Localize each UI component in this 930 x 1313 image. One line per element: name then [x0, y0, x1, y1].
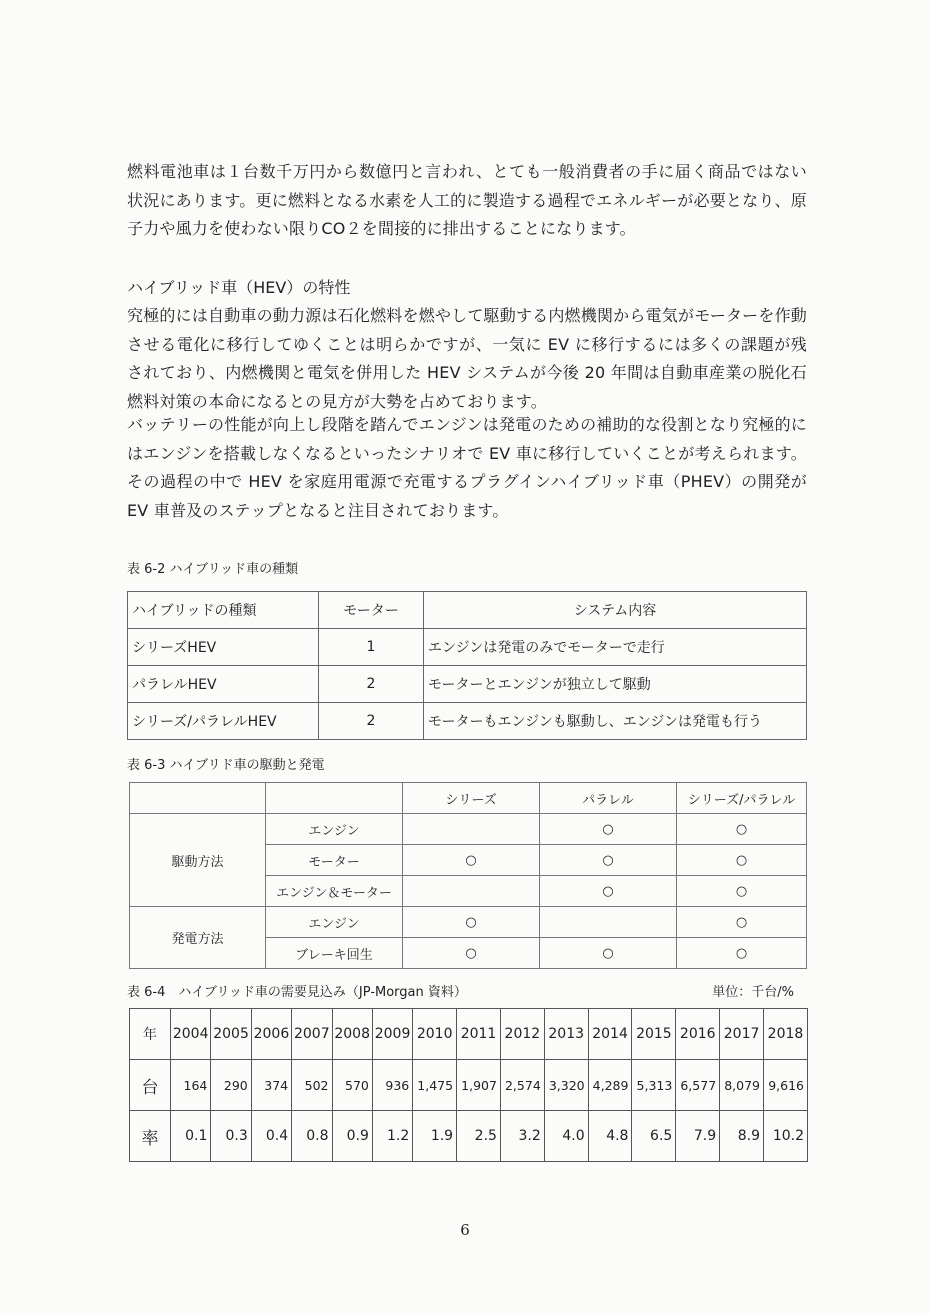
mark-cell: ○	[403, 938, 540, 969]
units-cell: 1,475	[413, 1060, 457, 1111]
year-cell: 2016	[676, 1009, 720, 1060]
year-cell: 2013	[544, 1009, 588, 1060]
row-label-year: 年	[130, 1009, 171, 1060]
table-drive-generation	[129, 782, 807, 969]
year-cell: 2005	[211, 1009, 251, 1060]
units-cell: 570	[332, 1060, 372, 1111]
mark-cell: ○	[677, 845, 807, 876]
paragraph-phev: バッテリーの性能が向上し段階を踏んでエンジンは発電のための補助的な役割となり究極的にはエンジンを搭載しなくなるといったシナリオで EV 車に移行していくことが考えられます。その過程の中で HEV を家庭用電源で充電するプラグインハイブリッド車（PHEV）の開発が EV 車普及のステップとなると注目されております。	[127, 415, 807, 520]
table-row	[130, 907, 807, 938]
row-label: エンジン＆モーター	[266, 876, 403, 907]
mark-cell: ○	[403, 845, 540, 876]
header-parallel: パラレル	[540, 783, 677, 814]
units-cell: 374	[251, 1060, 291, 1111]
cell-system: モーターとエンジンが独立して駆動	[424, 666, 807, 703]
mark-cell	[403, 814, 540, 845]
table-row	[130, 814, 807, 845]
year-cell: 2018	[764, 1009, 808, 1060]
rate-cell: 4.0	[544, 1111, 588, 1162]
corner-cell	[266, 783, 403, 814]
units-cell: 3,320	[544, 1060, 588, 1111]
cell-type: シリーズHEV	[128, 629, 319, 666]
mark-cell: ○	[677, 876, 807, 907]
header-series-parallel: シリーズ/パラレル	[677, 783, 807, 814]
year-cell: 2015	[632, 1009, 676, 1060]
table-row-years	[130, 1009, 808, 1060]
year-cell: 2012	[500, 1009, 544, 1060]
rate-cell: 0.4	[251, 1111, 291, 1162]
units-cell: 9,616	[764, 1060, 808, 1111]
row-label: エンジン	[266, 907, 403, 938]
unit-label: 単位：千台/%	[712, 985, 794, 1000]
group-drive-method: 駆動方法	[130, 814, 266, 907]
cell-system: エンジンは発電のみでモーターで走行	[424, 629, 807, 666]
year-cell: 2014	[588, 1009, 632, 1060]
table-row	[128, 703, 807, 740]
year-cell: 2017	[720, 1009, 764, 1060]
row-label: ブレーキ回生	[266, 938, 403, 969]
cell-type: シリーズ/パラレルHEV	[128, 703, 319, 740]
rate-cell: 1.2	[372, 1111, 412, 1162]
row-label-units: 台	[130, 1060, 171, 1111]
rate-cell: 7.9	[676, 1111, 720, 1162]
year-cell: 2004	[171, 1009, 211, 1060]
page-number: 6	[460, 1221, 470, 1239]
table-hybrid-demand	[129, 1008, 808, 1162]
rate-cell: 3.2	[500, 1111, 544, 1162]
mark-cell: ○	[677, 907, 807, 938]
mark-cell: ○	[540, 938, 677, 969]
group-generation-method: 発電方法	[130, 907, 266, 969]
mark-cell: ○	[540, 845, 677, 876]
table-hybrid-types	[127, 591, 807, 740]
cell-motor: 2	[319, 703, 424, 740]
rate-cell: 10.2	[764, 1111, 808, 1162]
units-cell: 1,907	[457, 1060, 501, 1111]
row-label: モーター	[266, 845, 403, 876]
header-system: システム内容	[424, 592, 807, 629]
mark-cell: ○	[677, 938, 807, 969]
row-label-rate: 率	[130, 1111, 171, 1162]
rate-cell: 0.3	[211, 1111, 251, 1162]
year-cell: 2007	[292, 1009, 332, 1060]
cell-type: パラレルHEV	[128, 666, 319, 703]
units-cell: 8,079	[720, 1060, 764, 1111]
mark-cell	[403, 876, 540, 907]
rate-cell: 8.9	[720, 1111, 764, 1162]
mark-cell: ○	[677, 814, 807, 845]
rate-cell: 0.1	[171, 1111, 211, 1162]
paragraph-hev-outlook: 究極的には自動車の動力源は石化燃料を燃やして駆動する内燃機関から電気がモーターを作動させる電化に移行してゆくことは明らかですが、一気に EV に移行するには多くの課題が残されており、内燃機関と電気を併用した HEV システムが今後 20 年間は自動車産業の脱化石燃料対策の本命になるとの見方が大勢を占めております。	[127, 306, 807, 411]
year-cell: 2009	[372, 1009, 412, 1060]
mark-cell	[540, 907, 677, 938]
header-series: シリーズ	[403, 783, 540, 814]
rate-cell: 4.8	[588, 1111, 632, 1162]
table-row-rates	[130, 1111, 808, 1162]
row-label: エンジン	[266, 814, 403, 845]
header-motor: モーター	[319, 592, 424, 629]
units-cell: 290	[211, 1060, 251, 1111]
rate-cell: 0.8	[292, 1111, 332, 1162]
rate-cell: 0.9	[332, 1111, 372, 1162]
table-row	[128, 666, 807, 703]
paragraph-fuel-cell: 燃料電池車は１台数千万円から数億円と言われ、とても一般消費者の手に届く商品ではない状況にあります。更に燃料となる水素を人工的に製造する過程でエネルギーが必要となり、原子力や風力を使わない限りCO２を間接的に排出することになります。	[127, 162, 807, 238]
table-6-4-caption: 表 6-4 ハイブリッド車の需要見込み（JP-Morgan 資料）	[127, 985, 467, 1000]
table-6-2-caption: 表 6-2 ハイブリッド車の種類	[127, 562, 299, 577]
mark-cell: ○	[540, 814, 677, 845]
units-cell: 936	[372, 1060, 412, 1111]
units-cell: 164	[171, 1060, 211, 1111]
cell-motor: 1	[319, 629, 424, 666]
cell-system: モーターもエンジンも駆動し、エンジンは発電も行う	[424, 703, 807, 740]
rate-cell: 2.5	[457, 1111, 501, 1162]
table-row	[128, 629, 807, 666]
units-cell: 502	[292, 1060, 332, 1111]
units-cell: 6,577	[676, 1060, 720, 1111]
year-cell: 2006	[251, 1009, 291, 1060]
units-cell: 4,289	[588, 1060, 632, 1111]
mark-cell: ○	[540, 876, 677, 907]
table-header-row	[130, 783, 807, 814]
table-6-3-caption: 表 6-3 ハイブリド車の駆動と発電	[127, 758, 325, 773]
table-row-units	[130, 1060, 808, 1111]
year-cell: 2010	[413, 1009, 457, 1060]
table-header-row	[128, 592, 807, 629]
section-heading-hev: ハイブリッド車（HEV）の特性	[127, 278, 351, 297]
mark-cell: ○	[403, 907, 540, 938]
corner-cell	[130, 783, 266, 814]
header-type: ハイブリッドの種類	[128, 592, 319, 629]
units-cell: 5,313	[632, 1060, 676, 1111]
year-cell: 2011	[457, 1009, 501, 1060]
units-cell: 2,574	[500, 1060, 544, 1111]
year-cell: 2008	[332, 1009, 372, 1060]
rate-cell: 6.5	[632, 1111, 676, 1162]
cell-motor: 2	[319, 666, 424, 703]
rate-cell: 1.9	[413, 1111, 457, 1162]
